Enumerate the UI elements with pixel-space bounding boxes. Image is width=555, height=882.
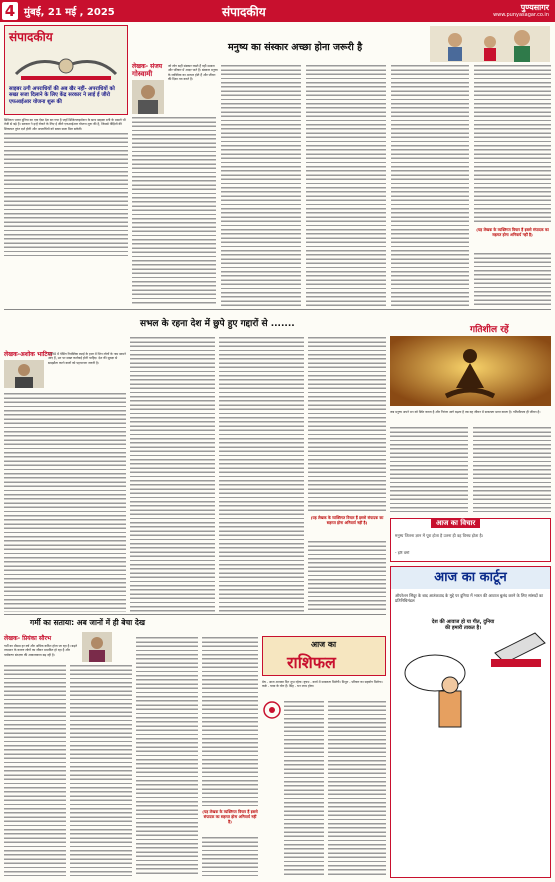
editorial-box [4, 25, 128, 115]
article1-pull-quote: (यह लेखक के व्यक्तिगत विचार हैं इससे संपादक का सहमत होना अनिवार्य नहीं है) [476, 227, 549, 237]
article2-col2 [130, 336, 215, 612]
article2-headline: सभल के रहना देश में छुपे हुए गद्दारों से ....... [140, 319, 295, 329]
cartoon-image [395, 613, 547, 733]
article3-byline: लेखक- प्रियंका सौरभ [4, 635, 52, 642]
cartoon-speech: देश की आवाज हो या गीत, दुनिया की हमारी ताकत है। [431, 619, 495, 631]
divider-2 [4, 614, 386, 615]
page-date: मुंबई, 21 मई , 2025 [24, 7, 115, 18]
article1-byline-name: गोस्वामी [132, 70, 153, 78]
article1-body: जो लोग सही संस्कार रखते हैं वही समाज और परिवार में आदर पाते हैं। संस्कार मनुष्य के व्यक्तित्व का आधार होते हैं और जीवन की दिशा तय करते हैं। [168, 64, 218, 81]
article2-col1 [4, 392, 126, 612]
article3-col3 [136, 636, 198, 876]
author-photo-2 [4, 360, 44, 388]
vichar-title: आज का विचार [431, 518, 480, 528]
article3-body: गर्मी का मौसम हर वर्ष और अधिक कठिन होता जा रहा है। बढ़ते तापमान के कारण लोगों का जीवन प्रभावित हो रहा है और पर्यावरण संरक्षण की आवश्यकता बढ़ रही है। [4, 644, 77, 657]
gatisheel-title: गतिशील रहें [470, 325, 509, 335]
article2-col3 [219, 336, 304, 612]
parenting-illustration [430, 26, 550, 62]
article3-pull-quote: (यह लेखक के व्यक्तिगत विचार हैं इससे संपादक का सहमत होना अनिवार्य नहीं है) [202, 809, 258, 824]
article2-col4b [308, 540, 386, 612]
editorial-text-lines [4, 132, 128, 256]
editorial-label: संपादकीय [9, 30, 53, 44]
vichar-author: - हरि वर्मा [395, 551, 410, 555]
article1-byline-label: लेखक- संजय [132, 63, 163, 70]
article1-headline: मनुष्य का संस्कार अच्छा होना जरूरी है [228, 42, 363, 53]
author-photo [132, 80, 164, 114]
rashifal-body: मेष - आज आपका दिन शुभ रहेगा। वृषभ - कार्य में सफलता मिलेगी। मिथुन - परिवार का सहयोग मिलेगा। कर्क - यात्रा के योग हैं। सिंह - धन लाभ होगा। [262, 680, 383, 689]
article1-col1 [132, 116, 216, 306]
brand-website: www.punyasagar.co.in [493, 12, 549, 18]
divider [4, 309, 551, 310]
gatisheel-body: जब मनुष्य अपने मन को स्थिर करता है और निरंतर आगे बढ़ता है तब वह जीवन में सफलता प्राप्त करता है। गतिशीलता ही जीवन है। [390, 410, 541, 414]
rashifal-title-big: राशिफल [287, 653, 336, 672]
article3-col4b [202, 836, 258, 876]
rashifal-title: आज का [311, 640, 337, 649]
article1-col3 [306, 64, 386, 306]
vichar-quote: मनुष्य जितना ज्ञान में पूरा होता है उतना ही वह विनम्र होता है। [395, 533, 484, 538]
rashifal-col2 [328, 700, 386, 876]
page-number: 4 [2, 2, 18, 20]
editorial-body: डिजिटल भारत दुनिया का एक ऐसा देश बन गया है जहाँ डिजिटलाइजेशन के साथ साइबर ठगी के मामले भी तेजी से बढ़े हैं। सरकार ने इन्हें रोकने के लिए ई जीरो एफआईआर योजना शुरू की है, जिससे पीड़ितों की शिकायत तुरंत दर्ज होगी और अपराधियों को सख्त सजा मिल सकेगी। [4, 118, 126, 131]
cartoon-caption: ऑपरेशन सिंदूर के बाद आतंकवाद के मुद्दे पर दुनिया में भारत की आवाज बुलंद करने के लिए सांसदों का प्रतिनिधिमंडल [395, 593, 544, 603]
cartoon-box [390, 566, 551, 878]
rashifal-header [262, 636, 386, 676]
article2-pull-quote: (यह लेखक के व्यक्तिगत विचार हैं इससे संपादक का सहमत होना अनिवार्य नहीं है) [310, 515, 384, 525]
brand-name: पुण्यसागर [520, 3, 549, 12]
meditation-image [390, 336, 551, 406]
section-title: संपादकीय [222, 5, 266, 19]
article2-body: 1998 में पेसिंग रिपब्लिक स्पाई के हाल में जिन लोगों के नाम सामने आए हैं, उन पर सख्त कार्रवाई होनी चाहिए। देश की सुरक्षा से समझौता करने वालों को पहचानना जरूरी है। [48, 352, 126, 365]
gatisheel-col2 [473, 426, 551, 512]
article2-col4 [308, 336, 386, 512]
gatisheel-col1 [390, 426, 468, 512]
editorial-headline: साइबर ठगी अपराधियों की अब खैर नहीं- अपराधियों को सख्त सजा दिलाने के लिए केंद्र सरकार ने लाई ई जीरो एफआईआर योजना शुरू की [9, 86, 115, 105]
vichar-box [390, 518, 551, 562]
article3-headline: गर्मी का सताया: अब जानों में ही बेचा देख [30, 618, 145, 627]
article1-col5b [474, 252, 551, 306]
article3-col2 [70, 664, 132, 876]
article1-col4 [391, 64, 469, 306]
author-photo-3 [82, 632, 112, 662]
article3-col4 [202, 636, 258, 806]
article3-col1 [4, 664, 66, 876]
article1-col2 [221, 64, 301, 306]
zodiac-icon [262, 700, 282, 720]
article1-col5 [474, 64, 551, 224]
cartoon-title: आज का कार्टून [391, 567, 550, 589]
article2-byline: लेखक-अशोक भाटिया [4, 351, 53, 358]
handshake-icon [11, 44, 121, 84]
rashifal-col1 [284, 700, 324, 876]
